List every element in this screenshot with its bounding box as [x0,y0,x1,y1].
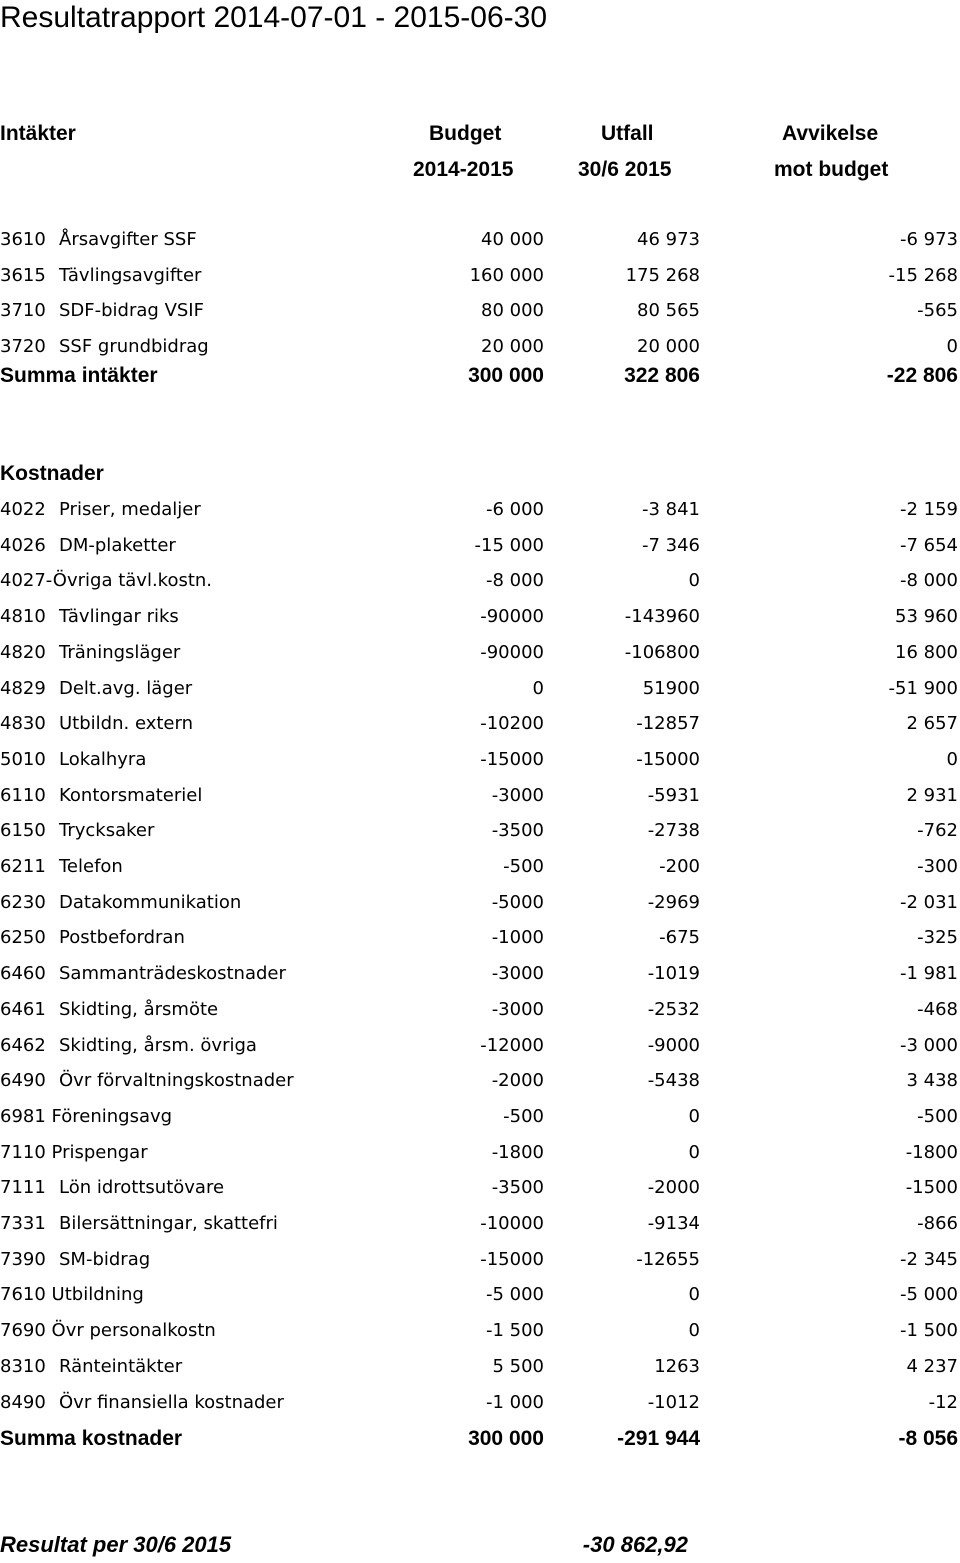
avvikelse-value: -1800 [905,1141,958,1163]
budget-value: -1000 [491,927,544,949]
table-row [0,1280,960,1310]
avvikelse-value: 2 931 [906,784,958,806]
budget-value: -12000 [480,1034,544,1056]
account-code: 4022 [0,499,46,520]
budget-value: -90000 [480,606,544,628]
table-row [0,332,960,362]
table-row [0,1138,960,1168]
budget-value: -3000 [491,998,544,1020]
budget-value: 0 [532,677,544,699]
budget-period-header: 2014-2015 [413,158,514,181]
account-name: 7610 Utbildning [0,1284,144,1306]
table-row [0,1352,960,1382]
cost-total-avvikelse: -8 056 [898,1427,958,1450]
cost-total-budget: 300 000 [468,1427,544,1450]
account-name: Telefon [59,856,123,877]
budget-value: -3000 [491,963,544,985]
income-total-avvikelse: -22 806 [886,364,958,387]
account-name: Övr förvaltningskostnader [59,1070,294,1092]
budget-value: 20 000 [481,336,544,358]
income-section-title: Intäkter [0,122,76,145]
utfall-value: 0 [688,1284,700,1306]
account-name: Träningsläger [59,641,181,663]
utfall-value: -2738 [647,820,700,842]
budget-value: -8 000 [485,570,544,592]
account-name: Trycksaker [59,820,155,842]
account-code: 6460 [0,963,46,985]
avvikelse-value: -325 [917,927,958,949]
account-code: 4830 [0,713,46,735]
table-row [0,1388,960,1418]
account-code: 4026 [0,534,46,556]
avvikelse-value: 0 [946,336,958,358]
avvikelse-value: -468 [917,998,958,1020]
account-code: 7111 [0,1177,46,1199]
table-row [0,566,960,596]
utfall-value: 80 565 [637,300,700,322]
account-name: Skidting, årsm. övriga [59,1034,257,1056]
table-row [0,709,960,739]
budget-value: -2000 [491,1070,544,1092]
account-code: 3610 [0,229,46,250]
cost-total-label: Summa kostnader [0,1427,183,1450]
account-name: Utbildn. extern [59,713,193,735]
account-code: 6150 [0,820,46,842]
income-total-row [0,361,960,391]
account-name: 7110 Prispengar [0,1141,148,1163]
account-name: Ränteintäkter [59,1355,183,1377]
utfall-value: -9000 [647,1034,700,1056]
budget-value: -15000 [480,1248,544,1270]
income-total-utfall: 322 806 [624,364,700,387]
account-code: 6211 [0,856,46,877]
account-name: SSF grundbidrag [59,336,209,358]
utfall-value: -9134 [647,1213,700,1234]
account-code: 6250 [0,927,46,949]
utfall-value: 20 000 [637,336,700,358]
utfall-value: 0 [688,570,700,592]
account-code: 6110 [0,784,46,806]
table-row [0,781,960,811]
account-code: 7331 [0,1213,46,1234]
account-name: Tävlingar riks [59,606,179,628]
utfall-value: -5931 [647,784,700,806]
account-code: 4829 [0,677,46,699]
utfall-value: 51900 [642,677,700,699]
table-row [0,888,960,918]
avvikelse-value: -8 000 [899,570,958,592]
budget-value: -3500 [491,1177,544,1199]
avvikelse-value: -1 981 [899,963,958,985]
avvikelse-value: -866 [917,1213,958,1234]
account-code: 6461 [0,998,46,1020]
account-name: 4027-Övriga tävl.kostn. [0,570,213,592]
utfall-value: 0 [688,1320,700,1342]
table-row [0,1102,960,1132]
account-name: Årsavgifter SSF [59,229,197,250]
avvikelse-value: -1 500 [899,1320,958,1342]
table-row [0,495,960,525]
table-row [0,638,960,668]
table-row [0,923,960,953]
account-name: SM-bidrag [59,1248,151,1270]
avvikelse-value: 53 960 [895,606,958,628]
avvikelse-value: -2 345 [899,1248,958,1270]
budget-value: -5000 [491,891,544,913]
budget-value: -1800 [491,1141,544,1163]
table-row [0,959,960,989]
income-total-budget: 300 000 [468,364,544,387]
budget-value: -3000 [491,784,544,806]
budget-value: -15 000 [474,534,544,556]
utfall-value: 46 973 [637,229,700,250]
utfall-value: -2000 [647,1177,700,1199]
utfall-value: 0 [688,1105,700,1127]
account-code: 8310 [0,1355,46,1377]
avvikelse-value: 2 657 [906,713,958,735]
table-row [0,1316,960,1346]
account-name: Lokalhyra [59,748,147,770]
avvikelse-value: -565 [917,300,958,322]
account-code: 8490 [0,1391,46,1413]
utfall-value: -3 841 [641,499,700,520]
budget-value: -500 [503,856,544,877]
table-row [0,1066,960,1096]
avvikelse-sub-header: mot budget [774,158,889,181]
budget-value: -6 000 [485,499,544,520]
budget-value: -3500 [491,820,544,842]
cost-section-title: Kostnader [0,462,104,485]
avvikelse-value: -51 900 [888,677,958,699]
utfall-value: -143960 [624,606,700,628]
avvikelse-value: -2 031 [899,891,958,913]
account-code: 6230 [0,891,46,913]
utfall-value: -1012 [647,1391,700,1413]
utfall-value: -106800 [624,641,700,663]
avvikelse-value: -500 [917,1105,958,1127]
avvikelse-value: 16 800 [895,641,958,663]
budget-value: 40 000 [481,229,544,250]
avvikelse-value: 4 237 [906,1355,958,1377]
utfall-value: 1263 [654,1355,700,1377]
table-row [0,816,960,846]
account-name: Bilersättningar, skattefri [59,1213,278,1234]
utfall-value: -7 346 [641,534,700,556]
account-name: Skidting, årsmöte [59,998,219,1020]
account-code: 6462 [0,1034,46,1056]
avvikelse-value: -1500 [905,1177,958,1199]
table-row [0,225,960,255]
avvikelse-column-header: Avvikelse [782,122,879,145]
budget-value: -10200 [480,713,544,735]
account-name: Postbefordran [59,927,185,949]
account-code: 4810 [0,606,46,628]
account-name: 6981 Föreningsavg [0,1105,173,1127]
budget-value: -10000 [480,1213,544,1234]
table-row [0,745,960,775]
account-code: 5010 [0,748,46,770]
table-row [0,531,960,561]
budget-value: 160 000 [469,264,544,286]
avvikelse-value: -12 [928,1391,958,1413]
account-name: Delt.avg. läger [59,677,193,699]
utfall-column-header: Utfall [601,122,654,145]
account-name: Lön idrottsutövare [59,1177,225,1199]
budget-value: -90000 [480,641,544,663]
table-row [0,261,960,291]
budget-value: -1 000 [485,1391,544,1413]
table-row [0,674,960,704]
utfall-value: -5438 [647,1070,700,1092]
avvikelse-value: -300 [917,856,958,877]
avvikelse-value: -6 973 [899,229,958,250]
income-total-label: Summa intäkter [0,364,158,387]
utfall-value: -15000 [636,748,700,770]
avvikelse-value: 0 [946,748,958,770]
avvikelse-value: -762 [917,820,958,842]
table-row [0,296,960,326]
table-row [0,1173,960,1203]
account-name: Övr finansiella kostnader [59,1391,284,1413]
utfall-value: -12655 [636,1248,700,1270]
account-name: Sammanträdeskostnader [59,963,286,985]
account-code: 4820 [0,641,46,663]
account-code: 6490 [0,1070,46,1092]
budget-value: -1 500 [485,1320,544,1342]
avvikelse-value: -7 654 [899,534,958,556]
utfall-period-header: 30/6 2015 [578,158,672,181]
utfall-value: -2969 [647,891,700,913]
utfall-value: -1019 [647,963,700,985]
account-code: 3710 [0,300,46,322]
utfall-value: 175 268 [625,264,700,286]
table-row [0,852,960,882]
avvikelse-value: -2 159 [899,499,958,520]
cost-total-utfall: -291 944 [617,1427,700,1450]
utfall-value: -12857 [636,713,700,735]
account-code: 3720 [0,336,46,358]
account-name: Kontorsmateriel [59,784,203,806]
account-name: Tävlingsavgifter [59,264,202,286]
avvikelse-value: -5 000 [899,1284,958,1306]
utfall-value: -200 [659,856,700,877]
utfall-value: 0 [688,1141,700,1163]
budget-value: 80 000 [481,300,544,322]
table-row [0,1031,960,1061]
table-row [0,602,960,632]
account-name: DM-plaketter [59,534,176,556]
account-code: 3615 [0,264,46,286]
utfall-value: -2532 [647,998,700,1020]
account-name: 7690 Övr personalkostn [0,1320,216,1342]
cost-total-row [0,1424,960,1454]
table-row [0,1209,960,1239]
table-row [0,995,960,1025]
avvikelse-value: 3 438 [906,1070,958,1092]
page-title: Resultatrapport 2014-07-01 - 2015-06-30 [0,1,548,34]
account-name: SDF-bidrag VSIF [59,300,204,322]
budget-column-header: Budget [429,122,502,145]
budget-value: -5 000 [485,1284,544,1306]
avvikelse-value: -3 000 [899,1034,958,1056]
budget-value: -15000 [480,748,544,770]
account-name: Priser, medaljer [59,499,201,520]
result-label: Resultat per 30/6 2015 [0,1532,232,1557]
utfall-value: -675 [659,927,700,949]
budget-value: -500 [503,1105,544,1127]
account-code: 7390 [0,1248,46,1270]
result-value: -30 862,92 [582,1532,688,1557]
account-name: Datakommunikation [59,891,242,913]
avvikelse-value: -15 268 [888,264,958,286]
table-row [0,1245,960,1275]
budget-value: 5 500 [492,1355,544,1377]
